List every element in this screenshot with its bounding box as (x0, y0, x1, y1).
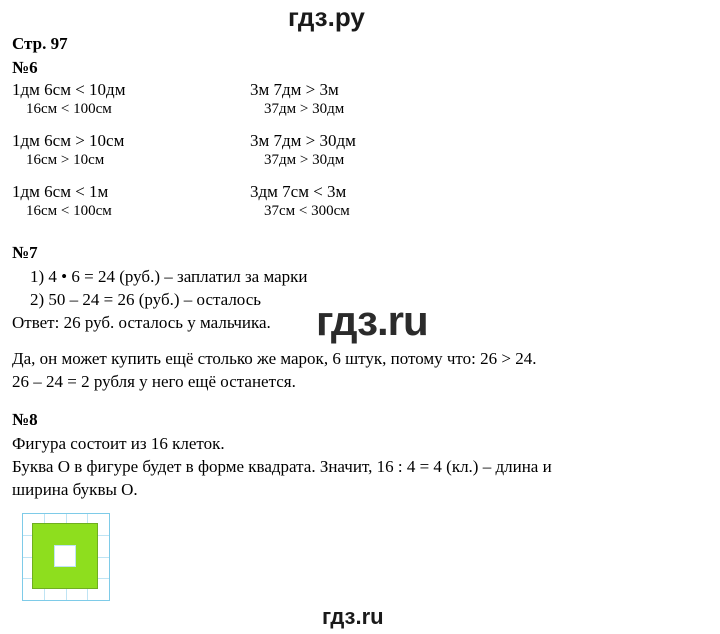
spacer (12, 226, 712, 239)
task-8-number: №8 (12, 410, 38, 429)
comparison-sub: 16см > 10см (26, 152, 105, 168)
task-6-row-1-right (250, 80, 570, 118)
page-label: Стр. 97 (12, 34, 68, 53)
task-8-line-1: Фигура состоит из 16 клеток. (12, 434, 225, 453)
task-6-row-2-right (250, 131, 570, 169)
task-7-paragraph-2: 26 – 24 = 2 рубля у него ещё останется. (12, 372, 296, 391)
comparison-sub: 16см < 100см (26, 203, 112, 219)
comparison-main: 1дм 6см < 1м (12, 182, 109, 201)
task-6-row-3-right (250, 182, 570, 220)
site-logo-bottom: гдз.ru (322, 604, 384, 629)
comparison-main: 1дм 6см < 10дм (12, 80, 126, 99)
watermark-logo: гдз.ru (316, 297, 428, 344)
comparison-main: 3м 7дм > 30дм (250, 131, 356, 150)
comparison-sub: 16см < 100см (26, 101, 112, 117)
task-7-step-2: 2) 50 – 24 = 26 (руб.) – осталось (30, 290, 262, 309)
figure-inner-hole (54, 545, 76, 567)
comparison-sub: 37дм > 30дм (264, 152, 345, 168)
comparison-sub: 37дм > 30дм (264, 101, 345, 117)
task-7-answer: Ответ: 26 руб. осталось у мальчика. (12, 313, 271, 332)
task-6-row-1 (12, 80, 712, 124)
comparison-main: 3дм 7см < 3м (250, 182, 347, 201)
site-logo-top-word: гдз (288, 2, 328, 32)
task-8-line-3: ширина буквы О. (12, 480, 138, 499)
task-7-step-1: 1) 4 • 6 = 24 (руб.) – заплатил за марки (30, 267, 308, 286)
letter-o-square-figure (22, 513, 110, 601)
spacer (12, 124, 712, 131)
comparison-sub: 37см < 300см (264, 203, 350, 219)
site-logo-top-tld: .ру (327, 2, 365, 32)
task-8-line-2: Буква О в фигуре будет в форме квадрата. Значит, 16 : 4 = 4 (кл.) – длина и (12, 457, 552, 476)
document-content (12, 34, 712, 501)
task-7-number: №7 (12, 243, 38, 262)
task-6-number: №6 (12, 58, 38, 77)
task-7-paragraph-1: Да, он может купить ещё столько же марок, 6 штук, потому что: 26 > 24. (12, 349, 537, 368)
comparison-main: 1дм 6см > 10см (12, 131, 125, 150)
spacer (12, 393, 712, 406)
task-6-row-3 (12, 182, 712, 226)
comparison-main: 3м 7дм > 3м (250, 80, 339, 99)
task-6-row-2 (12, 131, 712, 175)
spacer (12, 175, 712, 182)
site-logo-top (288, 2, 365, 33)
